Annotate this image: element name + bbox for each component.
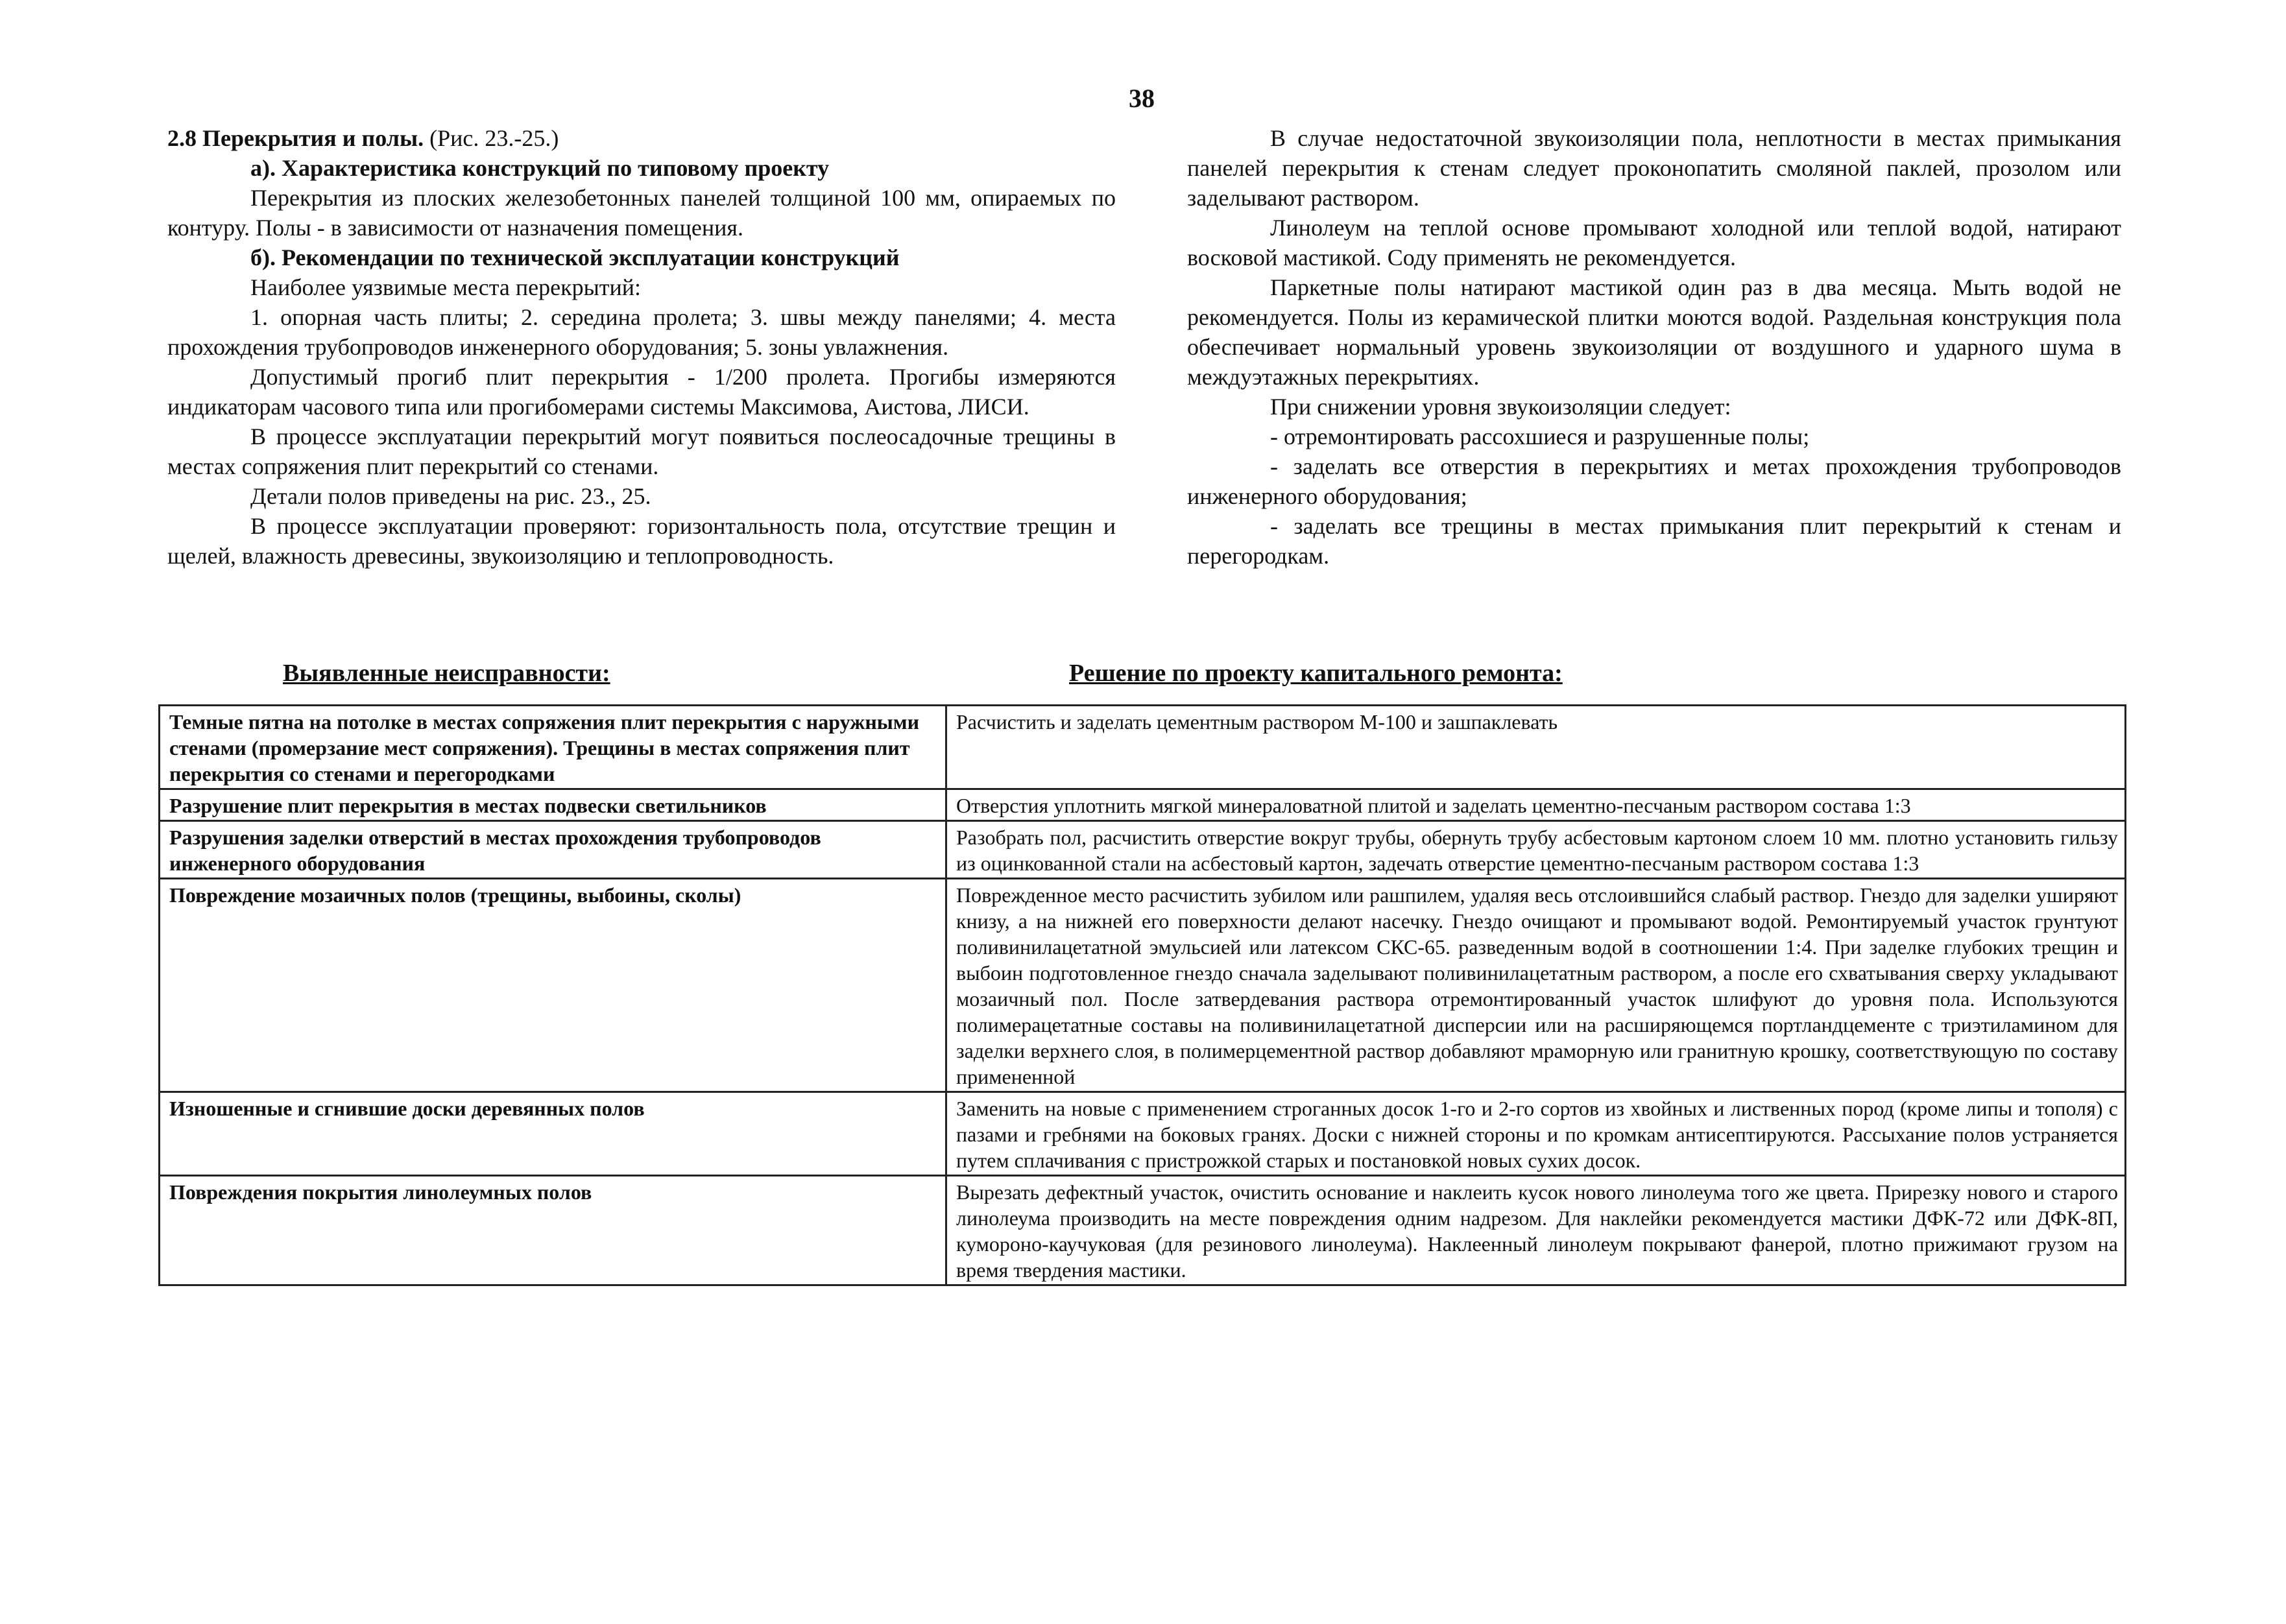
paragraph: В процессе эксплуатации перекрытий могут появиться послеосадочные трещины в местах сопряжения плит перекрытий со стенами. [167,424,1116,479]
repair-cell: Заменить на новые с применением строганных досок 1-го и 2-го сортов из хвойных и лиственных пород (кроме липы и тополя) с пазами и гребнями на боковых гранях. Доски с нижней стороны и по кромкам антисептируются. Рассыхание полов устраняется путем сплачивания с пристрожкой старых и постановкой новых сухих досок. [946,1092,2126,1176]
defect-cell: Темные пятна на потолке в местах сопряжения плит перекрытия с наружными стенами (промерзание мест сопряжения). Трещины в местах сопряжения плит перекрытия со стенами и перегородками [160,706,946,789]
table-row [160,789,2126,821]
paragraph: В случае недостаточной звукоизоляции пола, неплотности в местах примыкания панелей перекрытия к стенам следует проконопатить смоляной паклей, прозолом или заделывают раствором. [1187,125,2121,211]
defects-repair-table [158,704,2126,1286]
repair-cell: Отверстия уплотнить мягкой минераловатной плитой и заделать цементно-песчаным раствором состава 1:3 [946,789,2126,821]
paragraph: Паркетные полы натирают мастикой один раз в два месяца. Мыть водой не рекомендуется. Полы из керамической плитки моются водой. Раздельная конструкция пола обеспечивает нормальный уровень звукоизоляции от воздушного и ударного шума в междуэтажных перекрытиях. [1187,274,2121,390]
table-row [160,706,2126,789]
defect-cell: Разрушение плит перекрытия в местах подвески светильников [160,789,946,821]
subheading-b: б). Рекомендации по технической эксплуатации конструкций [250,245,900,270]
defect-cell: Изношенные и сгнившие доски деревянных полов [160,1092,946,1176]
list-item: - заделать все трещины в местах примыкания плит перекрытий к стенам и перегородкам. [1187,513,2121,569]
page-number: 38 [1129,84,1155,113]
paragraph: 1. опорная часть плиты; 2. середина пролета; 3. швы между панелями; 4. места прохождения трубопроводов инженерного оборудования; 5. зоны увлажнения. [167,304,1116,360]
paragraph: Перекрытия из плоских железобетонных панелей толщиной 100 мм, опираемых по контуру. Полы - в зависимости от назначения помещения. [167,185,1116,241]
table-row [160,821,2126,879]
right-column [1187,123,2121,571]
repair-cell: Разобрать пол, расчистить отверстие вокруг трубы, обернуть трубу асбестовым картоном слоем 10 мм. плотно установить гильзу из оцинкованной стали на асбестовый картон, задечать отверстие цементно-песчаным раствором состава 1:3 [946,821,2126,879]
defects-heading: Выявленные неисправности: [283,660,610,687]
table-row [160,1176,2126,1285]
paragraph: Детали полов приведены на рис. 23., 25. [250,483,651,509]
paragraph: При снижении уровня звукоизоляции следует: [1270,394,1731,420]
repair-solution-heading: Решение по проекту капитального ремонта: [1069,660,1563,687]
list-item: - отремонтировать рассохшиеся и разрушенные полы; [1270,424,1810,449]
defect-cell: Разрушения заделки отверстий в местах прохождения трубопроводов инженерного оборудования [160,821,946,879]
repair-cell: Вырезать дефектный участок, очистить основание и наклеить кусок нового линолеума того же цвета. Прирезку нового и старого линолеума производить на месте повреждения одним надрезом. Для наклейки рекомендуется мастики ДФК-72 или ДФК-8П, кумороно-каучуковая (для резинового линолеума). Наклеенный линолеум покрывают фанерой, плотно прижимают грузом на время твердения мастики. [946,1176,2126,1285]
section-figure-ref: (Рис. 23.-25.) [424,125,559,151]
paragraph: В процессе эксплуатации проверяют: горизонтальность пола, отсутствие трещин и щелей, влажность древесины, звукоизоляцию и теплопроводность. [167,513,1116,569]
repair-cell: Расчистить и заделать цементным раствором М-100 и зашпаклевать [946,706,2126,789]
subheading-a: а). Характеристика конструкций по типовому проекту [250,155,830,181]
table-row [160,1092,2126,1176]
paragraph: Допустимый прогиб плит перекрытия - 1/200 пролета. Прогибы измеряются индикаторам часового типа или прогибомерами системы Максимова, Аистова, ЛИСИ. [167,364,1116,420]
section-title-text: 2.8 Перекрытия и полы. [167,125,424,151]
repair-cell: Поврежденное место расчистить зубилом или рашпилем, удаляя весь отслоившийся слабый раствор. Гнездо для заделки уширяют книзу, а на нижней его поверхности делают насечку. Гнездо очищают и промывают водой. Ремонтируемый участок грунтуют поливинилацетатной эмульсией или латексом СКС-65. разведенным водой в соотношении 1:4. При заделке глубоких трещин и выбоин подготовленное гнездо сначала заделывают поливинилацетатным раствором, а после его схватывания сверху укладывают мозаичный пол. После затвердевания раствора отремонтированный участок шлифуют до уровня пола. Используются полимерацетатные составы на поливинилацетатной дисперсии или на расширяющемся портландцементе с триэтиламином для заделки верхнего слоя, в полимерцементной раствор добавляют мраморную или гранитную крошку, соответствующую по составу примененной [946,879,2126,1092]
left-column [167,123,1116,571]
list-item: - заделать все отверстия в перекрытиях и метах прохождения трубопроводов инженерного оборудования; [1187,453,2121,509]
table-row [160,879,2126,1092]
paragraph: Наиболее уязвимые места перекрытий: [250,274,642,300]
section-title [167,123,1116,153]
defect-cell: Повреждение мозаичных полов (трещины, выбоины, сколы) [160,879,946,1092]
paragraph: Линолеум на теплой основе промывают холодной или теплой водой, натирают восковой мастикой. Соду применять не рекомендуется. [1187,215,2121,270]
defect-cell: Повреждения покрытия линолеумных полов [160,1176,946,1285]
